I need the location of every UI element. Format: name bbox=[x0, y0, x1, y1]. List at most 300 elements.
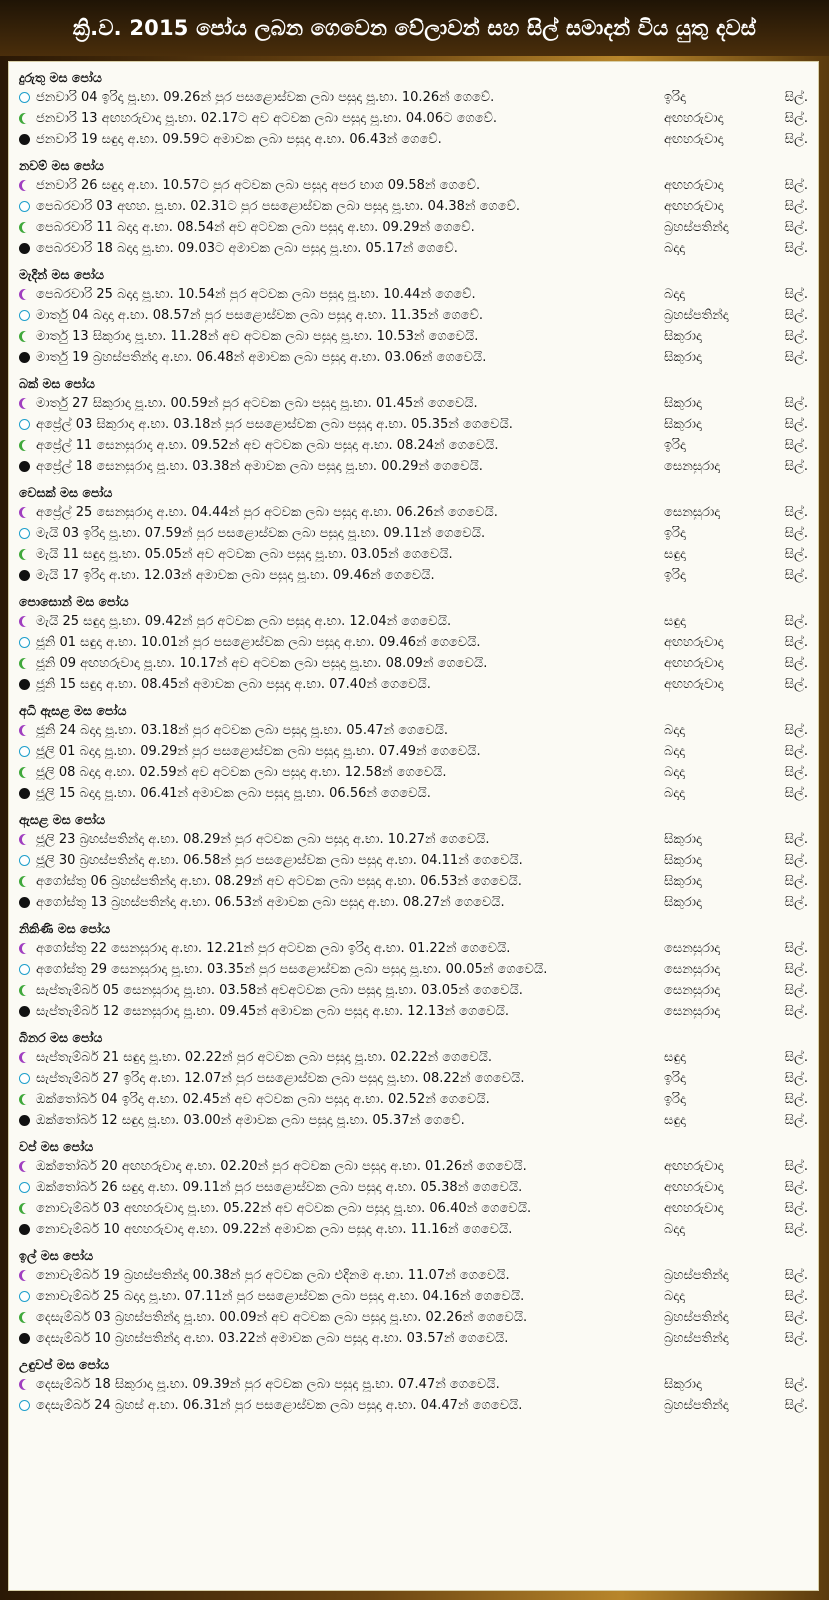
sil-label: සිල්. bbox=[784, 241, 808, 256]
sil-day: ඉරිදා bbox=[664, 90, 686, 105]
new-moon-icon bbox=[19, 461, 30, 472]
phase-icon-cell bbox=[19, 1094, 36, 1105]
poya-time-text: මාර්තු 04 බදාදා අ.භා. 08.57න් පුර පසළොස්වක ලබා පසුදා අ.භා. 11.35න් ගෙවේ. bbox=[36, 308, 483, 323]
poya-row bbox=[19, 1374, 812, 1395]
sil-label: සිල්. bbox=[784, 1180, 808, 1195]
phase-icon-cell bbox=[19, 440, 36, 451]
sil-label: සිල්. bbox=[784, 941, 808, 956]
sil-label: සිල්. bbox=[784, 786, 808, 801]
sil-day: බදාදා bbox=[664, 744, 685, 759]
poya-row bbox=[19, 850, 812, 871]
new-moon-icon bbox=[19, 788, 30, 799]
month-section bbox=[19, 1135, 812, 1244]
poya-row bbox=[19, 326, 812, 347]
sil-label: සිල්. bbox=[784, 220, 808, 235]
phase-icon-cell bbox=[19, 180, 36, 191]
sil-day: ඉරිදා bbox=[664, 438, 686, 453]
sil-day: ඉරිදා bbox=[664, 526, 686, 541]
sil-label: සිල්. bbox=[784, 962, 808, 977]
phase-icon-cell bbox=[19, 1182, 36, 1193]
full-moon-icon bbox=[19, 637, 30, 648]
sil-label: සිල්. bbox=[784, 744, 808, 759]
sil-day: සඳුදා bbox=[664, 1050, 686, 1065]
sil-label: සිල්. bbox=[784, 635, 808, 650]
month-section bbox=[19, 372, 812, 481]
poya-time-text: ජූලි 30 බ්‍රහස්පතින්දා අ.භා. 06.58න් පුර පසළොස්වක ලබා පසුදා අ.භා. 04.11න් ගෙවෙයි. bbox=[36, 853, 523, 868]
phase-icon-cell bbox=[19, 1333, 36, 1344]
phase-icon-cell bbox=[19, 331, 36, 342]
full-moon-icon bbox=[19, 964, 30, 975]
poya-row bbox=[19, 871, 812, 892]
poya-row bbox=[19, 1177, 812, 1198]
new-moon-icon bbox=[19, 1333, 30, 1344]
poya-time-text: සැප්තැම්බර් 05 සෙනසුරාදා පූ.භා. 03.58න් අවඅටවක ලබා පසුදා පූ.භා. 03.05න් ගෙවෙයි. bbox=[36, 983, 523, 998]
poya-time-text: අප්‍රේල් 25 සෙනසුරාදා අ.භා. 04.44න් පුර අටවක ලබා පසුදා අ.භා. 06.26න් ගෙවෙයි. bbox=[36, 505, 498, 520]
sil-day: අඟහරුවාදා bbox=[664, 1201, 724, 1216]
sil-day: සිකුරාදා bbox=[664, 329, 702, 344]
poya-table bbox=[8, 61, 819, 1591]
poya-row bbox=[19, 1089, 812, 1110]
sil-label: සිල්. bbox=[784, 199, 808, 214]
month-heading: මැදින් මස පෝය bbox=[19, 267, 104, 282]
sil-label: සිල්. bbox=[784, 983, 808, 998]
new-moon-icon bbox=[19, 1115, 30, 1126]
sil-day: සෙනසුරාදා bbox=[664, 941, 721, 956]
poya-time-text: අගෝස්තු 22 සෙනසුරාදා අ.භා. 12.21න් පුර අටවක ලබා ඉරිදා අ.භා. 01.22න් ගෙවෙයි. bbox=[36, 941, 511, 956]
poya-row bbox=[19, 1265, 812, 1286]
waxing-moon-icon bbox=[19, 1270, 30, 1281]
sil-label: සිල්. bbox=[784, 1222, 808, 1237]
phase-icon-cell bbox=[19, 398, 36, 409]
full-moon-icon bbox=[19, 1291, 30, 1302]
full-moon-icon bbox=[19, 92, 30, 103]
phase-icon-cell bbox=[19, 834, 36, 845]
poya-row bbox=[19, 959, 812, 980]
sil-day: අඟහරුවාදා bbox=[664, 132, 724, 147]
month-heading: බිනර මස පෝය bbox=[19, 1030, 103, 1045]
month-section bbox=[19, 1026, 812, 1135]
waxing-moon-icon bbox=[19, 725, 30, 736]
phase-icon-cell bbox=[19, 964, 36, 975]
sil-label: සිල්. bbox=[784, 329, 808, 344]
sil-day: බ්‍රහස්පතින්දා bbox=[664, 1268, 729, 1283]
poya-row bbox=[19, 414, 812, 435]
poya-time-text: ජූලි 15 බදාදා පූ.භා. 06.41න් අමාවක ලබා පසුදා පූ.භා. 06.56න් ගෙවෙයි. bbox=[36, 786, 431, 801]
poya-row bbox=[19, 238, 812, 259]
sil-day: සෙනසුරාදා bbox=[664, 459, 721, 474]
poya-row bbox=[19, 632, 812, 653]
sil-day: බ්‍රහස්පතින්දා bbox=[664, 220, 729, 235]
phase-icon-cell bbox=[19, 222, 36, 233]
month-heading: ඇසළ මස පෝය bbox=[19, 812, 106, 827]
waning-moon-icon bbox=[19, 767, 30, 778]
new-moon-icon bbox=[19, 243, 30, 254]
month-heading: ඉල් මස පෝය bbox=[19, 1248, 94, 1263]
sil-label: සිල්. bbox=[784, 132, 808, 147]
sil-day: බදාදා bbox=[664, 1289, 685, 1304]
poya-time-text: නොවැම්බර් 10 අඟහරුවාදා අ.භා. 09.22න් අමාවක ලබා පසුදා අ.භා. 11.16න් ගෙවෙයි. bbox=[36, 1222, 513, 1237]
month-section bbox=[19, 590, 812, 699]
phase-icon-cell bbox=[19, 943, 36, 954]
poya-time-text: දෙසැම්බර් 24 බ්‍රහස් අ.භා. 06.31න් පුර පසළොස්වක ලබා පසුදා අ.භා. 04.47න් ගෙවෙයි. bbox=[36, 1398, 523, 1413]
poya-row bbox=[19, 653, 812, 674]
sil-label: සිල්. bbox=[784, 1050, 808, 1065]
sil-label: සිල්. bbox=[784, 1159, 808, 1174]
waxing-moon-icon bbox=[19, 507, 30, 518]
sil-day: අඟහරුවාදා bbox=[664, 656, 724, 671]
month-heading: නවම් මස පෝය bbox=[19, 158, 104, 173]
poya-row bbox=[19, 284, 812, 305]
new-moon-icon bbox=[19, 134, 30, 145]
sil-day: අඟහරුවාදා bbox=[664, 178, 724, 193]
new-moon-icon bbox=[19, 897, 30, 908]
poya-time-text: අගෝස්තු 06 බ්‍රහස්පතින්දා අ.භා. 08.29න් අව අටවක ලබා පසුදා අ.භා. 06.53න් ගෙවෙයි. bbox=[36, 874, 522, 889]
sil-label: සිල්. bbox=[784, 568, 808, 583]
poya-row bbox=[19, 741, 812, 762]
poya-row bbox=[19, 611, 812, 632]
waxing-moon-icon bbox=[19, 834, 30, 845]
waxing-moon-icon bbox=[19, 180, 30, 191]
waning-moon-icon bbox=[19, 549, 30, 560]
sil-label: සිල්. bbox=[784, 1092, 808, 1107]
sil-label: සිල්. bbox=[784, 677, 808, 692]
phase-icon-cell bbox=[19, 113, 36, 124]
poya-row bbox=[19, 783, 812, 804]
waning-moon-icon bbox=[19, 113, 30, 124]
waning-moon-icon bbox=[19, 1094, 30, 1105]
poya-time-text: ජූලි 08 බදාදා අ.භා. 02.59න් අව අටවක ලබා පසුදා අ.භා. 12.58න් ගෙවෙයි. bbox=[36, 765, 447, 780]
phase-icon-cell bbox=[19, 201, 36, 212]
poya-row bbox=[19, 1001, 812, 1022]
poya-time-text: ඔක්තෝබර් 20 අඟහරුවාදා අ.භා. 02.20න් පුර අටවක ලබා පසුදා අ.භා. 01.26න් ගෙවෙයි. bbox=[36, 1159, 527, 1174]
waning-moon-icon bbox=[19, 876, 30, 887]
sil-day: සඳුදා bbox=[664, 547, 686, 562]
sil-day: සෙනසුරාදා bbox=[664, 983, 721, 998]
page-title: ක්‍රි.ව. 2015 පෝය ලබන ගෙවෙන වේලාවන් සහ සිල් සමාදන් විය යුතු දවස් bbox=[72, 15, 757, 40]
poya-time-text: දෙසැම්බර් 10 බ්‍රහස්පතින්දා අ.භා. 03.22න් අමාවක ලබා පසුදා අ.භා. 03.57න් ගෙවෙයි. bbox=[36, 1331, 509, 1346]
poya-row bbox=[19, 829, 812, 850]
sil-label: සිල්. bbox=[784, 396, 808, 411]
phase-icon-cell bbox=[19, 1161, 36, 1172]
phase-icon-cell bbox=[19, 746, 36, 757]
phase-icon-cell bbox=[19, 352, 36, 363]
poya-row bbox=[19, 1047, 812, 1068]
phase-icon-cell bbox=[19, 637, 36, 648]
sil-label: සිල්. bbox=[784, 614, 808, 629]
poya-row bbox=[19, 1395, 812, 1416]
poya-time-text: අගෝස්තු 13 බ්‍රහස්පතින්දා අ.භා. 06.53න් අමාවක ලබා පසුදා අ.භා. 08.27න් ගෙවෙයි. bbox=[36, 895, 505, 910]
new-moon-icon bbox=[19, 570, 30, 581]
waning-moon-icon bbox=[19, 331, 30, 342]
sil-day: සිකුරාදා bbox=[664, 1377, 702, 1392]
sil-day: බදාදා bbox=[664, 241, 685, 256]
month-section bbox=[19, 263, 812, 372]
poya-row bbox=[19, 108, 812, 129]
sil-label: සිල්. bbox=[784, 765, 808, 780]
month-section bbox=[19, 481, 812, 590]
sil-day: සෙනසුරාදා bbox=[664, 505, 721, 520]
sil-day: බ්‍රහස්පතින්දා bbox=[664, 1398, 729, 1413]
poya-time-text: මැයි 03 ඉරිදා පූ.භා. 07.59න් පුර පසළොස්වක ලබා පසුදා පූ.භා. 09.11න් ගෙවෙයි. bbox=[36, 526, 486, 541]
phase-icon-cell bbox=[19, 570, 36, 581]
poya-time-text: මාර්තු 13 සිකුරාදා පූ.භා. 11.28න් අව අටවක ලබා පසුදා පූ.භා. 10.53න් ගෙවෙයි. bbox=[36, 329, 479, 344]
poya-row bbox=[19, 980, 812, 1001]
waning-moon-icon bbox=[19, 985, 30, 996]
poya-time-text: ජනවාරි 26 සඳුදා අ.භා. 10.57ට පුර අටවක ලබා පසුදා අපර භාග 09.58න් ගෙවේ. bbox=[36, 178, 481, 193]
poya-time-text: ජූනි 01 සඳුදා අ.භා. 10.01න් පුර පසළොස්වක ලබා පසුදා අ.භා. 09.46න් ගෙවෙයි. bbox=[36, 635, 481, 650]
sil-label: සිල්. bbox=[784, 459, 808, 474]
full-moon-icon bbox=[19, 528, 30, 539]
phase-icon-cell bbox=[19, 788, 36, 799]
poya-row bbox=[19, 720, 812, 741]
poya-row bbox=[19, 565, 812, 586]
sil-label: සිල්. bbox=[784, 505, 808, 520]
phase-icon-cell bbox=[19, 310, 36, 321]
phase-icon-cell bbox=[19, 897, 36, 908]
poya-row bbox=[19, 544, 812, 565]
sil-label: සිල්. bbox=[784, 1071, 808, 1086]
poya-row bbox=[19, 175, 812, 196]
poya-row bbox=[19, 129, 812, 150]
sil-label: සිල්. bbox=[784, 90, 808, 105]
poya-row bbox=[19, 347, 812, 368]
poya-row bbox=[19, 674, 812, 695]
waxing-moon-icon bbox=[19, 398, 30, 409]
poya-time-text: ජූලි 23 බ්‍රහස්පතින්දා අ.භා. 08.29න් පුර අටවක ලබා පසුදා අ.භා. 10.27න් ගෙවෙයි. bbox=[36, 832, 490, 847]
full-moon-icon bbox=[19, 419, 30, 430]
sil-day: සිකුරාදා bbox=[664, 350, 702, 365]
sil-day: බ්‍රහස්පතින්දා bbox=[664, 1331, 729, 1346]
poya-time-text: ජූනි 15 සඳුදා අ.භා. 08.45න් අමාවක ලබා පසුදා අ.භා. 07.40න් ගෙවෙයි. bbox=[36, 677, 431, 692]
poya-time-text: ජූනි 09 අඟහරුවාදා පූ.භා. 10.17න් අව අටවක ලබා පසුදා පූ.භා. 08.09න් ගෙවෙයි. bbox=[36, 656, 488, 671]
poya-time-text: මැයි 17 ඉරිදා අ.භා. 12.03න් අමාවක ලබා පසුදා පූ.භා. 09.46න් ගෙවෙයි. bbox=[36, 568, 435, 583]
sil-day: සෙනසුරාදා bbox=[664, 962, 721, 977]
poya-time-text: නොවැම්බර් 19 බ්‍රහස්පතින්දා 00.38න් පුර අටවක ලබා එදිනම අ.භා. 11.07න් ගෙවෙයි. bbox=[36, 1268, 510, 1283]
sil-label: සිල්. bbox=[784, 350, 808, 365]
waxing-moon-icon bbox=[19, 1379, 30, 1390]
sil-day: සිකුරාදා bbox=[664, 417, 702, 432]
month-section bbox=[19, 154, 812, 263]
sil-label: සිල්. bbox=[784, 853, 808, 868]
phase-icon-cell bbox=[19, 461, 36, 472]
full-moon-icon bbox=[19, 746, 30, 757]
month-heading: දුරුතු මස පෝය bbox=[19, 70, 102, 85]
poya-time-text: නොවැම්බර් 25 බදාදා පූ.භා. 07.11න් පුර පසළොස්වක ලබා පසුදා අ.භා. 04.16න් ගෙවෙයි. bbox=[36, 1289, 525, 1304]
poya-row bbox=[19, 523, 812, 544]
phase-icon-cell bbox=[19, 767, 36, 778]
sil-label: සිල්. bbox=[784, 874, 808, 889]
sil-day: බදාදා bbox=[664, 287, 685, 302]
sil-day: ඉරිදා bbox=[664, 568, 686, 583]
sil-label: සිල්. bbox=[784, 1004, 808, 1019]
phase-icon-cell bbox=[19, 855, 36, 866]
poya-time-text: නොවැම්බර් 03 අඟහරුවාදා පූ.භා. 05.22න් අව අටවක ලබා පසුදා පූ.භා. 06.40න් ගෙවෙයි. bbox=[36, 1201, 532, 1216]
sil-day: සිකුරාදා bbox=[664, 832, 702, 847]
sil-label: සිල්. bbox=[784, 1398, 808, 1413]
full-moon-icon bbox=[19, 1400, 30, 1411]
poya-row bbox=[19, 1110, 812, 1131]
month-heading: අධි ඇසළ මස පෝය bbox=[19, 703, 127, 718]
phase-icon-cell bbox=[19, 1224, 36, 1235]
sil-label: සිල්. bbox=[784, 526, 808, 541]
phase-icon-cell bbox=[19, 1073, 36, 1084]
month-heading: නිකිණි මස පෝය bbox=[19, 921, 111, 936]
phase-icon-cell bbox=[19, 134, 36, 145]
poya-time-text: පෙබරවාරි 25 බදාදා පූ.භා. 10.54න් පුර අටවක ලබා පසුදා පූ.භා. 10.44න් ගෙවේ. bbox=[36, 287, 476, 302]
sil-day: සඳුදා bbox=[664, 1113, 686, 1128]
sil-day: අඟහරුවාදා bbox=[664, 111, 724, 126]
phase-icon-cell bbox=[19, 876, 36, 887]
poya-row bbox=[19, 1328, 812, 1349]
phase-icon-cell bbox=[19, 243, 36, 254]
poya-time-text: දෙසැම්බර් 03 බ්‍රහස්පතින්දා පූ.භා. 00.09න් අව අටවක ලබා පසුදා පූ.භා. 02.26න් ගෙවෙයි. bbox=[36, 1310, 528, 1325]
month-heading: උඳුවප් මස පෝය bbox=[19, 1357, 110, 1372]
sil-label: සිල්. bbox=[784, 1289, 808, 1304]
poya-row bbox=[19, 1068, 812, 1089]
phase-icon-cell bbox=[19, 1006, 36, 1017]
phase-icon-cell bbox=[19, 1379, 36, 1390]
month-section bbox=[19, 917, 812, 1026]
phase-icon-cell bbox=[19, 1115, 36, 1126]
phase-icon-cell bbox=[19, 1203, 36, 1214]
sil-day: බදාදා bbox=[664, 1222, 685, 1237]
month-section bbox=[19, 1244, 812, 1353]
sil-label: සිල්. bbox=[784, 1268, 808, 1283]
poya-row bbox=[19, 1219, 812, 1240]
sil-day: ඉරිදා bbox=[664, 1092, 686, 1107]
month-heading: වප් මස පෝය bbox=[19, 1139, 94, 1154]
poya-time-text: මාර්තු 19 බ්‍රහස්පතින්දා අ.භා. 06.48න් අමාවක ලබා පසුදා අ.භා. 03.06න් ගෙවෙයි. bbox=[36, 350, 487, 365]
sil-label: සිල්. bbox=[784, 656, 808, 671]
title-bar bbox=[0, 0, 829, 56]
phase-icon-cell bbox=[19, 658, 36, 669]
phase-icon-cell bbox=[19, 549, 36, 560]
poya-time-text: මාර්තු 27 සිකුරාදා පූ.භා. 00.59න් පුර අටවක ලබා පසුදා පූ.භා. 01.45න් ගෙවෙයි. bbox=[36, 396, 478, 411]
full-moon-icon bbox=[19, 1073, 30, 1084]
poya-row bbox=[19, 1286, 812, 1307]
sil-day: අඟහරුවාදා bbox=[664, 1159, 724, 1174]
poya-time-text: අප්‍රේල් 18 සෙනසුරාදා පූ.භා. 03.38න් අමාවක ලබා පසුදා පූ.භා. 00.29න් ගෙවෙයි. bbox=[36, 459, 483, 474]
sil-day: සඳුදා bbox=[664, 614, 686, 629]
poya-row bbox=[19, 938, 812, 959]
month-section bbox=[19, 66, 812, 154]
full-moon-icon bbox=[19, 1182, 30, 1193]
poya-time-text: දෙසැම්බර් 18 සිකුරාදා පූ.භා. 09.39න් පුර අටවක ලබා පසුදා පූ.භා. 07.47න් ගෙවෙයි. bbox=[36, 1377, 500, 1392]
phase-icon-cell bbox=[19, 1052, 36, 1063]
poya-time-text: පෙබරවාරි 18 බදාදා පූ.භා. 09.03ට අමාවක ලබා පසුදා පූ.භා. 05.17න් ගෙවේ. bbox=[36, 241, 458, 256]
poya-row bbox=[19, 87, 812, 108]
phase-icon-cell bbox=[19, 985, 36, 996]
new-moon-icon bbox=[19, 1006, 30, 1017]
poya-time-text: මැයි 25 සඳුදා පූ.භා. 09.42න් පුර අටවක ලබා පසුදා අ.භා. 12.04න් ගෙවෙයි. bbox=[36, 614, 452, 629]
poya-row bbox=[19, 502, 812, 523]
full-moon-icon bbox=[19, 310, 30, 321]
poya-row bbox=[19, 196, 812, 217]
waning-moon-icon bbox=[19, 658, 30, 669]
sil-label: සිල්. bbox=[784, 308, 808, 323]
sil-day: අඟහරුවාදා bbox=[664, 199, 724, 214]
phase-icon-cell bbox=[19, 92, 36, 103]
poya-time-text: ජූලි 01 බදාදා පූ.භා. 09.29න් පුර පසළොස්වක ලබා පසුදා පූ.භා. 07.49න් ගෙවෙයි. bbox=[36, 744, 481, 759]
waning-moon-icon bbox=[19, 440, 30, 451]
poya-row bbox=[19, 393, 812, 414]
sil-label: සිල්. bbox=[784, 417, 808, 432]
phase-icon-cell bbox=[19, 725, 36, 736]
sil-day: සෙනසුරාදා bbox=[664, 1004, 721, 1019]
phase-icon-cell bbox=[19, 679, 36, 690]
poya-time-text: ජනවාරි 19 සඳුදා අ.භා. 09.59ට අමාවක ලබා පසුදා අ.භා. 06.43න් ගෙවේ. bbox=[36, 132, 442, 147]
sil-day: අඟහරුවාදා bbox=[664, 677, 724, 692]
poya-time-text: ඔක්තෝබර් 26 සඳුදා අ.භා. 09.11න් පුර පසළොස්වක ලබා පසුදා අ.භා. 05.38න් ගෙවෙයි. bbox=[36, 1180, 523, 1195]
full-moon-icon bbox=[19, 855, 30, 866]
poya-row bbox=[19, 456, 812, 477]
phase-icon-cell bbox=[19, 289, 36, 300]
sil-label: සිල්. bbox=[784, 1201, 808, 1216]
new-moon-icon bbox=[19, 1224, 30, 1235]
phase-icon-cell bbox=[19, 1400, 36, 1411]
poya-time-text: පෙබරවාරි 11 බදාදා අ.භා. 08.54න් අව අටවක ලබා පසුදා අ.භා. 09.29න් ගෙවේ. bbox=[36, 220, 475, 235]
sil-label: සිල්. bbox=[784, 1310, 808, 1325]
poya-time-text: ජනවාරි 13 අඟහරුවාදා පූ.භා. 02.17ට අව අටවක ලබා පසුදා පූ.භා. 04.06ට ගෙවේ. bbox=[36, 111, 498, 126]
poya-row bbox=[19, 435, 812, 456]
sil-label: සිල්. bbox=[784, 178, 808, 193]
sil-day: බ්‍රහස්පතින්දා bbox=[664, 308, 729, 323]
sil-day: සිකුරාදා bbox=[664, 874, 702, 889]
sil-label: සිල්. bbox=[784, 287, 808, 302]
poya-time-text: ජනවාරි 04 ඉරිදා පූ.භා. 09.26න් පුර පසළොස්වක ලබා පසුදා පූ.භා. 10.26න් ගෙවේ. bbox=[36, 90, 495, 105]
sil-day: බදාදා bbox=[664, 765, 685, 780]
poya-row bbox=[19, 217, 812, 238]
poya-row bbox=[19, 892, 812, 913]
sil-label: සිල්. bbox=[784, 1113, 808, 1128]
poya-time-text: සැප්තැම්බර් 21 සඳුදා පූ.භා. 02.22න් පුර අටවක ලබා පසුදා පූ.භා. 02.22න් ගෙවෙයි. bbox=[36, 1050, 493, 1065]
section-spacer bbox=[19, 1416, 812, 1420]
sil-label: සිල්. bbox=[784, 438, 808, 453]
month-heading: පොසොන් මස පෝය bbox=[19, 594, 129, 609]
sil-day: බ්‍රහස්පතින්දා bbox=[664, 1310, 729, 1325]
full-moon-icon bbox=[19, 201, 30, 212]
poya-time-text: සැප්තැම්බර් 27 ඉරිදා අ.භා. 12.07න් පුර පසළොස්වක ලබා පසුදා පූ.භා. 08.22න් ගෙවෙයි. bbox=[36, 1071, 525, 1086]
poya-time-text: අප්‍රේල් 03 සිකුරාදා අ.භා. 03.18න් පුර පසළොස්වක ලබා පසුදා අ.භා. 05.35න් ගෙවෙයි. bbox=[36, 417, 513, 432]
sil-day: බදාදා bbox=[664, 723, 685, 738]
sil-day: බදාදා bbox=[664, 786, 685, 801]
poya-time-text: සැප්තැම්බර් 12 සෙනසුරාදා පූ.භා. 09.45න් අමාවක ලබා පසුදා අ.භා. 12.13න් ගෙවෙයි. bbox=[36, 1004, 509, 1019]
phase-icon-cell bbox=[19, 419, 36, 430]
sil-label: සිල්. bbox=[784, 723, 808, 738]
poya-time-text: අගෝස්තු 29 සෙනසුරාදා පූ.භා. 03.35න් පුර පසළොස්වක ලබා පසුදා පූ.භා. 00.05න් ගෙවෙයි. bbox=[36, 962, 548, 977]
poya-time-text: ජූනි 24 බදාදා පූ.භා. 03.18න් පුර අටවක ලබා පසුදා පූ.භා. 05.47න් ගෙවෙයි. bbox=[36, 723, 449, 738]
phase-icon-cell bbox=[19, 1291, 36, 1302]
poya-time-text: ඔක්තෝබර් 12 සඳුදා පූ.භා. 03.00න් අමාවක ලබා පසුදා පූ.භා. 05.37න් ගෙවේ. bbox=[36, 1113, 465, 1128]
sil-day: අඟහරුවාදා bbox=[664, 635, 724, 650]
waning-moon-icon bbox=[19, 222, 30, 233]
poya-time-text: පෙබරවාරි 03 අඟහ. පූ.භා. 02.31ට පුර පසළොස්වක ලබා පසුදා පූ.භා. 04.38න් ගෙවේ. bbox=[36, 199, 521, 214]
poya-time-text: ඔක්තෝබර් 04 ඉරිදා අ.භා. 02.45න් අව අටවක ලබා පසුදා අ.භා. 02.52න් ගෙවෙයි. bbox=[36, 1092, 490, 1107]
sil-day: සිකුරාදා bbox=[664, 895, 702, 910]
month-section bbox=[19, 699, 812, 808]
sil-day: අඟහරුවාදා bbox=[664, 1180, 724, 1195]
sil-label: සිල්. bbox=[784, 547, 808, 562]
phase-icon-cell bbox=[19, 528, 36, 539]
poya-row bbox=[19, 1156, 812, 1177]
sil-label: සිල්. bbox=[784, 111, 808, 126]
sil-day: ඉරිදා bbox=[664, 1071, 686, 1086]
waxing-moon-icon bbox=[19, 616, 30, 627]
waning-moon-icon bbox=[19, 1203, 30, 1214]
poya-row bbox=[19, 1307, 812, 1328]
phase-icon-cell bbox=[19, 507, 36, 518]
sil-label: සිල්. bbox=[784, 1377, 808, 1392]
